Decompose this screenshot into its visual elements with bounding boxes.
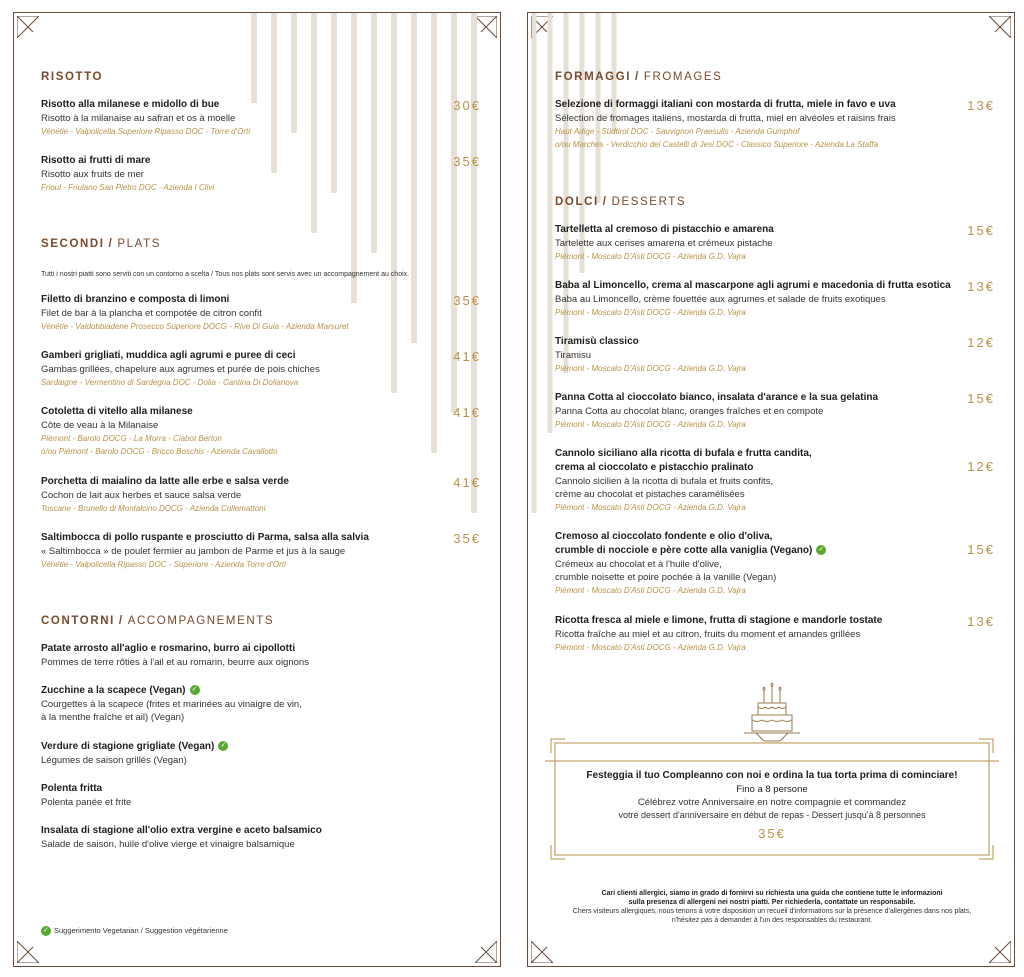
wine-pairing: Sardaigne - Vermentino di Sardegna DOC - Dolia - Cantina Di Dolianova <box>41 378 299 387</box>
menu-item <box>41 475 481 515</box>
item-price: 35€ <box>453 531 481 546</box>
item-description: Baba au Limoncello, crème fouettée aux agrumes et salade de fruits exotiques <box>555 294 886 305</box>
item-name: Polenta fritta <box>41 783 103 794</box>
menu-item <box>41 531 481 571</box>
corner-ornament <box>989 16 1011 38</box>
menu-item <box>41 405 481 458</box>
wine-pairing: Piémont - Moscato D'Asti DOCG - Azienda G.D. Vajra <box>555 252 746 261</box>
vegetarian-icon: ✓ <box>816 545 826 555</box>
wine-pairing: Haut Adige - Südtirol DOC - Sauvignon Praesulis - Azienda Gumphof <box>555 127 800 136</box>
item-description: Cochon de lait aux herbes et sauce salsa verde <box>41 490 242 501</box>
wine-pairing: Piémont - Moscato D'Asti DOCG - Azienda G.D. Vajra <box>555 643 746 652</box>
side-dish-note: Tutti i nostri piatti sono serviti con un contorno a scelta / Tous nos plats sont servis avec un accompagnement au choix. <box>41 271 410 278</box>
menu-item <box>555 98 995 151</box>
wine-pairing: Vénétie - Valpolicella Ripasso DOC - Superiore - Azienda Torre d'Orti <box>41 560 286 569</box>
item-price: 35€ <box>453 154 481 169</box>
item-description: Crémeux au chocolat et à l'huile d'olive, <box>555 559 722 570</box>
item-description: Côte de veau à la Milanaise <box>41 420 159 431</box>
item-price: 15€ <box>967 223 995 238</box>
item-description: Filet de bar à la plancha et compotée de citron confit <box>41 308 262 319</box>
allergy-notice <box>528 889 1015 925</box>
legend-label: Suggerimento Vegetarian <box>54 926 139 935</box>
vegetarian-legend: ✓ Suggerimento Vegetarian / Suggestion végétarienne <box>41 926 228 936</box>
item-description: Courgettes à la scapece (frites et marinées au vinaigre de vin, <box>41 699 302 710</box>
menu-item <box>41 293 481 333</box>
wine-pairing: Vénétie - Valdobbiadene Prosecco Superiore DOCG - Rive Di Guia - Azienda Marsuret <box>41 322 349 331</box>
item-description: Gambas grillées, chapelure aux agrumes et purée de pois chiches <box>41 364 320 375</box>
item-name: Verdure di stagione grigliate (Vegan) <box>41 741 215 752</box>
corner-ornament <box>989 941 1011 963</box>
item-name: Risotto ai frutti di mare <box>41 155 151 166</box>
menu-item <box>555 279 995 319</box>
section-title-formaggi: FORMAGGI / FROMAGES <box>555 71 723 83</box>
allergy-text: n'hésitez pas à demander à l'un des responsables du restaurant. <box>671 917 873 924</box>
item-price: 41€ <box>453 405 481 420</box>
item-name: Risotto alla milanese e midollo di bue <box>41 99 220 110</box>
item-description: Ricotta fraîche au miel et au citron, fruits du moment et amandes grillées <box>555 629 861 640</box>
corner-ornament <box>17 16 39 38</box>
wine-pairing: Piémont - Moscato D'Asti DOCG - Azienda G.D. Vajra <box>555 308 746 317</box>
menu-item <box>41 349 481 389</box>
menu-item <box>41 824 481 851</box>
item-price: 12€ <box>967 335 995 350</box>
item-description: Risotto aux fruits de mer <box>41 169 144 180</box>
item-description: Risotto à la milanaise au safran et os à moelle <box>41 113 236 124</box>
item-description: Tiramisu <box>555 350 592 361</box>
item-description: « Saltimbocca » de poulet fermier au jambon de Parme et jus à la sauge <box>41 546 346 557</box>
item-description: crème au chocolat et pistaches caramélisées <box>555 489 745 500</box>
menu-item <box>555 530 995 597</box>
item-description: Pommes de terre rôties à l'ail et au romarin, beurre aux oignons <box>41 657 309 668</box>
item-price: 15€ <box>967 391 995 406</box>
menu-item <box>555 447 995 514</box>
item-name: Filetto di branzino e composta di limoni <box>41 294 230 305</box>
birthday-offer-box <box>545 733 999 865</box>
wine-pairing: Piémont - Moscato D'Asti DOCG - Azienda G.D. Vajra <box>555 586 746 595</box>
birthday-guests: Fino a 8 persone <box>736 784 808 795</box>
section-title-secondi: SECONDI / PLATS <box>41 238 161 250</box>
birthday-price: 35€ <box>758 826 786 841</box>
menu-page-right <box>527 12 1015 967</box>
section-title-dolci: DOLCI / DESSERTS <box>555 196 687 208</box>
item-description: Panna Cotta au chocolat blanc, oranges fraîches et en compote <box>555 406 824 417</box>
item-description: Sélection de fromages italiens, mostarda di frutta, miel en alvéoles et raisins frais <box>555 113 896 124</box>
item-description: crumble noisette et poire pochée à la vanille (Vegan) <box>555 572 777 583</box>
item-name: Cannolo siciliano alla ricotta di bufala e frutta candita, <box>555 448 812 459</box>
menu-item <box>41 740 481 767</box>
birthday-description: votre dessert d'anniversaire en début de repas - Dessert jusqu'à 8 personnes <box>618 810 926 820</box>
item-description: Salade de saison, huile d'olive vierge et vinaigre balsamique <box>41 839 295 850</box>
item-name: Porchetta di maialino da latte alle erbe e salsa verde <box>41 476 289 487</box>
allergy-text: Cari clienti allergici, siamo in grado di fornirvi su richiesta una guida che contiene tutte le informazioni <box>601 890 943 897</box>
menu-item <box>555 335 995 375</box>
item-description: Tartelette aux cerises amarena et crémeux pistache <box>555 238 773 249</box>
wine-pairing: Vénétie - Valpolicella Superiore Ripasso DOC - Torre d'Orti <box>41 127 251 136</box>
vegetarian-icon: ✓ <box>41 926 51 936</box>
item-name: Baba al Limoncello, crema al mascarpone agli agrumi e macedonia di frutta esotica <box>555 280 951 291</box>
item-price: 41€ <box>453 475 481 490</box>
item-name: Tiramisù classico <box>555 336 639 347</box>
wine-pairing: o/ou Marches - Verdicchio dei Castelli di Jesi DOC - Classico Superiore - Azienda La Staffa <box>555 140 879 149</box>
wine-pairing: Piémont - Moscato D'Asti DOCG - Azienda G.D. Vajra <box>555 364 746 373</box>
item-name: Zucchine a la scapece (Vegan) <box>41 685 186 696</box>
item-description: Polenta panée et frite <box>41 797 132 808</box>
item-price: 12€ <box>967 459 995 474</box>
item-price: 41€ <box>453 349 481 364</box>
menu-item <box>555 614 995 654</box>
corner-ornament <box>475 16 497 38</box>
item-description: Cannolo sicilien à la ricotta di bufala et fruits confits, <box>555 476 774 487</box>
wine-pairing: Piémont - Moscato D'Asti DOCG - Azienda G.D. Vajra <box>555 420 746 429</box>
item-name: Selezione di formaggi italiani con mostarda di frutta, miele in favo e uva <box>555 99 896 110</box>
item-name: Saltimbocca di pollo ruspante e prosciutto di Parma, salsa alla salvia <box>41 532 369 543</box>
legend-label: Suggestion végétarienne <box>144 926 228 935</box>
vegetarian-icon: ✓ <box>190 685 200 695</box>
item-price: 35€ <box>453 293 481 308</box>
wine-pairing: Piémont - Barolo DOCG - La Morra - Ciabot Berton <box>41 434 222 443</box>
item-price: 13€ <box>967 98 995 113</box>
section-title-contorni: CONTORNI / ACCOMPAGNEMENTS <box>41 615 275 627</box>
wine-pairing: o/ou Piémont - Barolo DOCG - Bricco Boschis - Azienda Cavallotto <box>41 447 278 456</box>
item-name: Panna Cotta al cioccolato bianco, insalata d'arance e la sua gelatina <box>555 392 879 403</box>
menu-item <box>41 154 481 194</box>
item-name: crumble di nocciole e père cotte alla vaniglia (Vegano) <box>555 545 813 556</box>
wine-pairing: Frioul - Friulano San Pietro DOC - Azienda I Clivi <box>41 183 215 192</box>
item-name: Insalata di stagione all'olio extra vergine e aceto balsamico <box>41 825 322 836</box>
item-description: Légumes de saison grillés (Vegan) <box>41 755 187 766</box>
menu-item <box>555 391 995 431</box>
birthday-description: Célébrez votre Anniversaire en notre compagnie et commandez <box>637 797 907 808</box>
item-name: Tartelletta al cremoso di pistacchio e amarena <box>555 224 774 235</box>
item-name: Cremoso al cioccolato fondente e olio d'oliva, <box>555 531 773 542</box>
item-price: 13€ <box>967 614 995 629</box>
wine-pairing: Toscane - Brunello di Montalcino DOCG - Azienda Collemattoni <box>41 504 266 513</box>
section-title-risotto: RISOTTO <box>41 71 104 83</box>
item-name: Patate arrosto all'aglio e rosmarino, burro ai cipollotti <box>41 643 296 654</box>
item-price: 15€ <box>967 542 995 557</box>
wine-pairing: Piémont - Moscato D'Asti DOCG - Azienda G.D. Vajra <box>555 503 746 512</box>
corner-ornament <box>17 941 39 963</box>
birthday-headline: Festeggia il tuo Compleanno con noi e ordina la tua torta prima di cominciare! <box>586 770 958 781</box>
item-name: Cotoletta di vitello alla milanese <box>41 406 193 417</box>
menu-item <box>41 642 481 669</box>
menu-page-left <box>13 12 501 967</box>
menu-item <box>41 98 481 138</box>
corner-ornament <box>531 16 553 38</box>
item-price: 30€ <box>453 98 481 113</box>
item-price: 13€ <box>967 279 995 294</box>
item-name: crema al cioccolato e pistacchio pralinato <box>555 462 754 473</box>
item-name: Gamberi grigliati, muddica agli agrumi e puree di ceci <box>41 350 296 361</box>
menu-item <box>41 782 481 809</box>
menu-item <box>41 684 481 724</box>
allergy-text: Chers visiteurs allergiques, nous tenons à votre disposition un recueil d'informations sur la présence d'allergènes dans nos plats, <box>572 908 972 915</box>
vegetarian-icon: ✓ <box>218 741 228 751</box>
menu-item <box>555 223 995 263</box>
corner-ornament <box>475 941 497 963</box>
allergy-text: sulla presenza di allergeni nei nostri piatti. Per richiederla, contattate un responsabile. <box>628 899 916 906</box>
item-name: Ricotta fresca al miele e limone, frutta di stagione e mandorle tostate <box>555 615 883 626</box>
item-description: à la menthe fraîche et ail) (Vegan) <box>41 712 185 723</box>
corner-ornament <box>531 941 553 963</box>
